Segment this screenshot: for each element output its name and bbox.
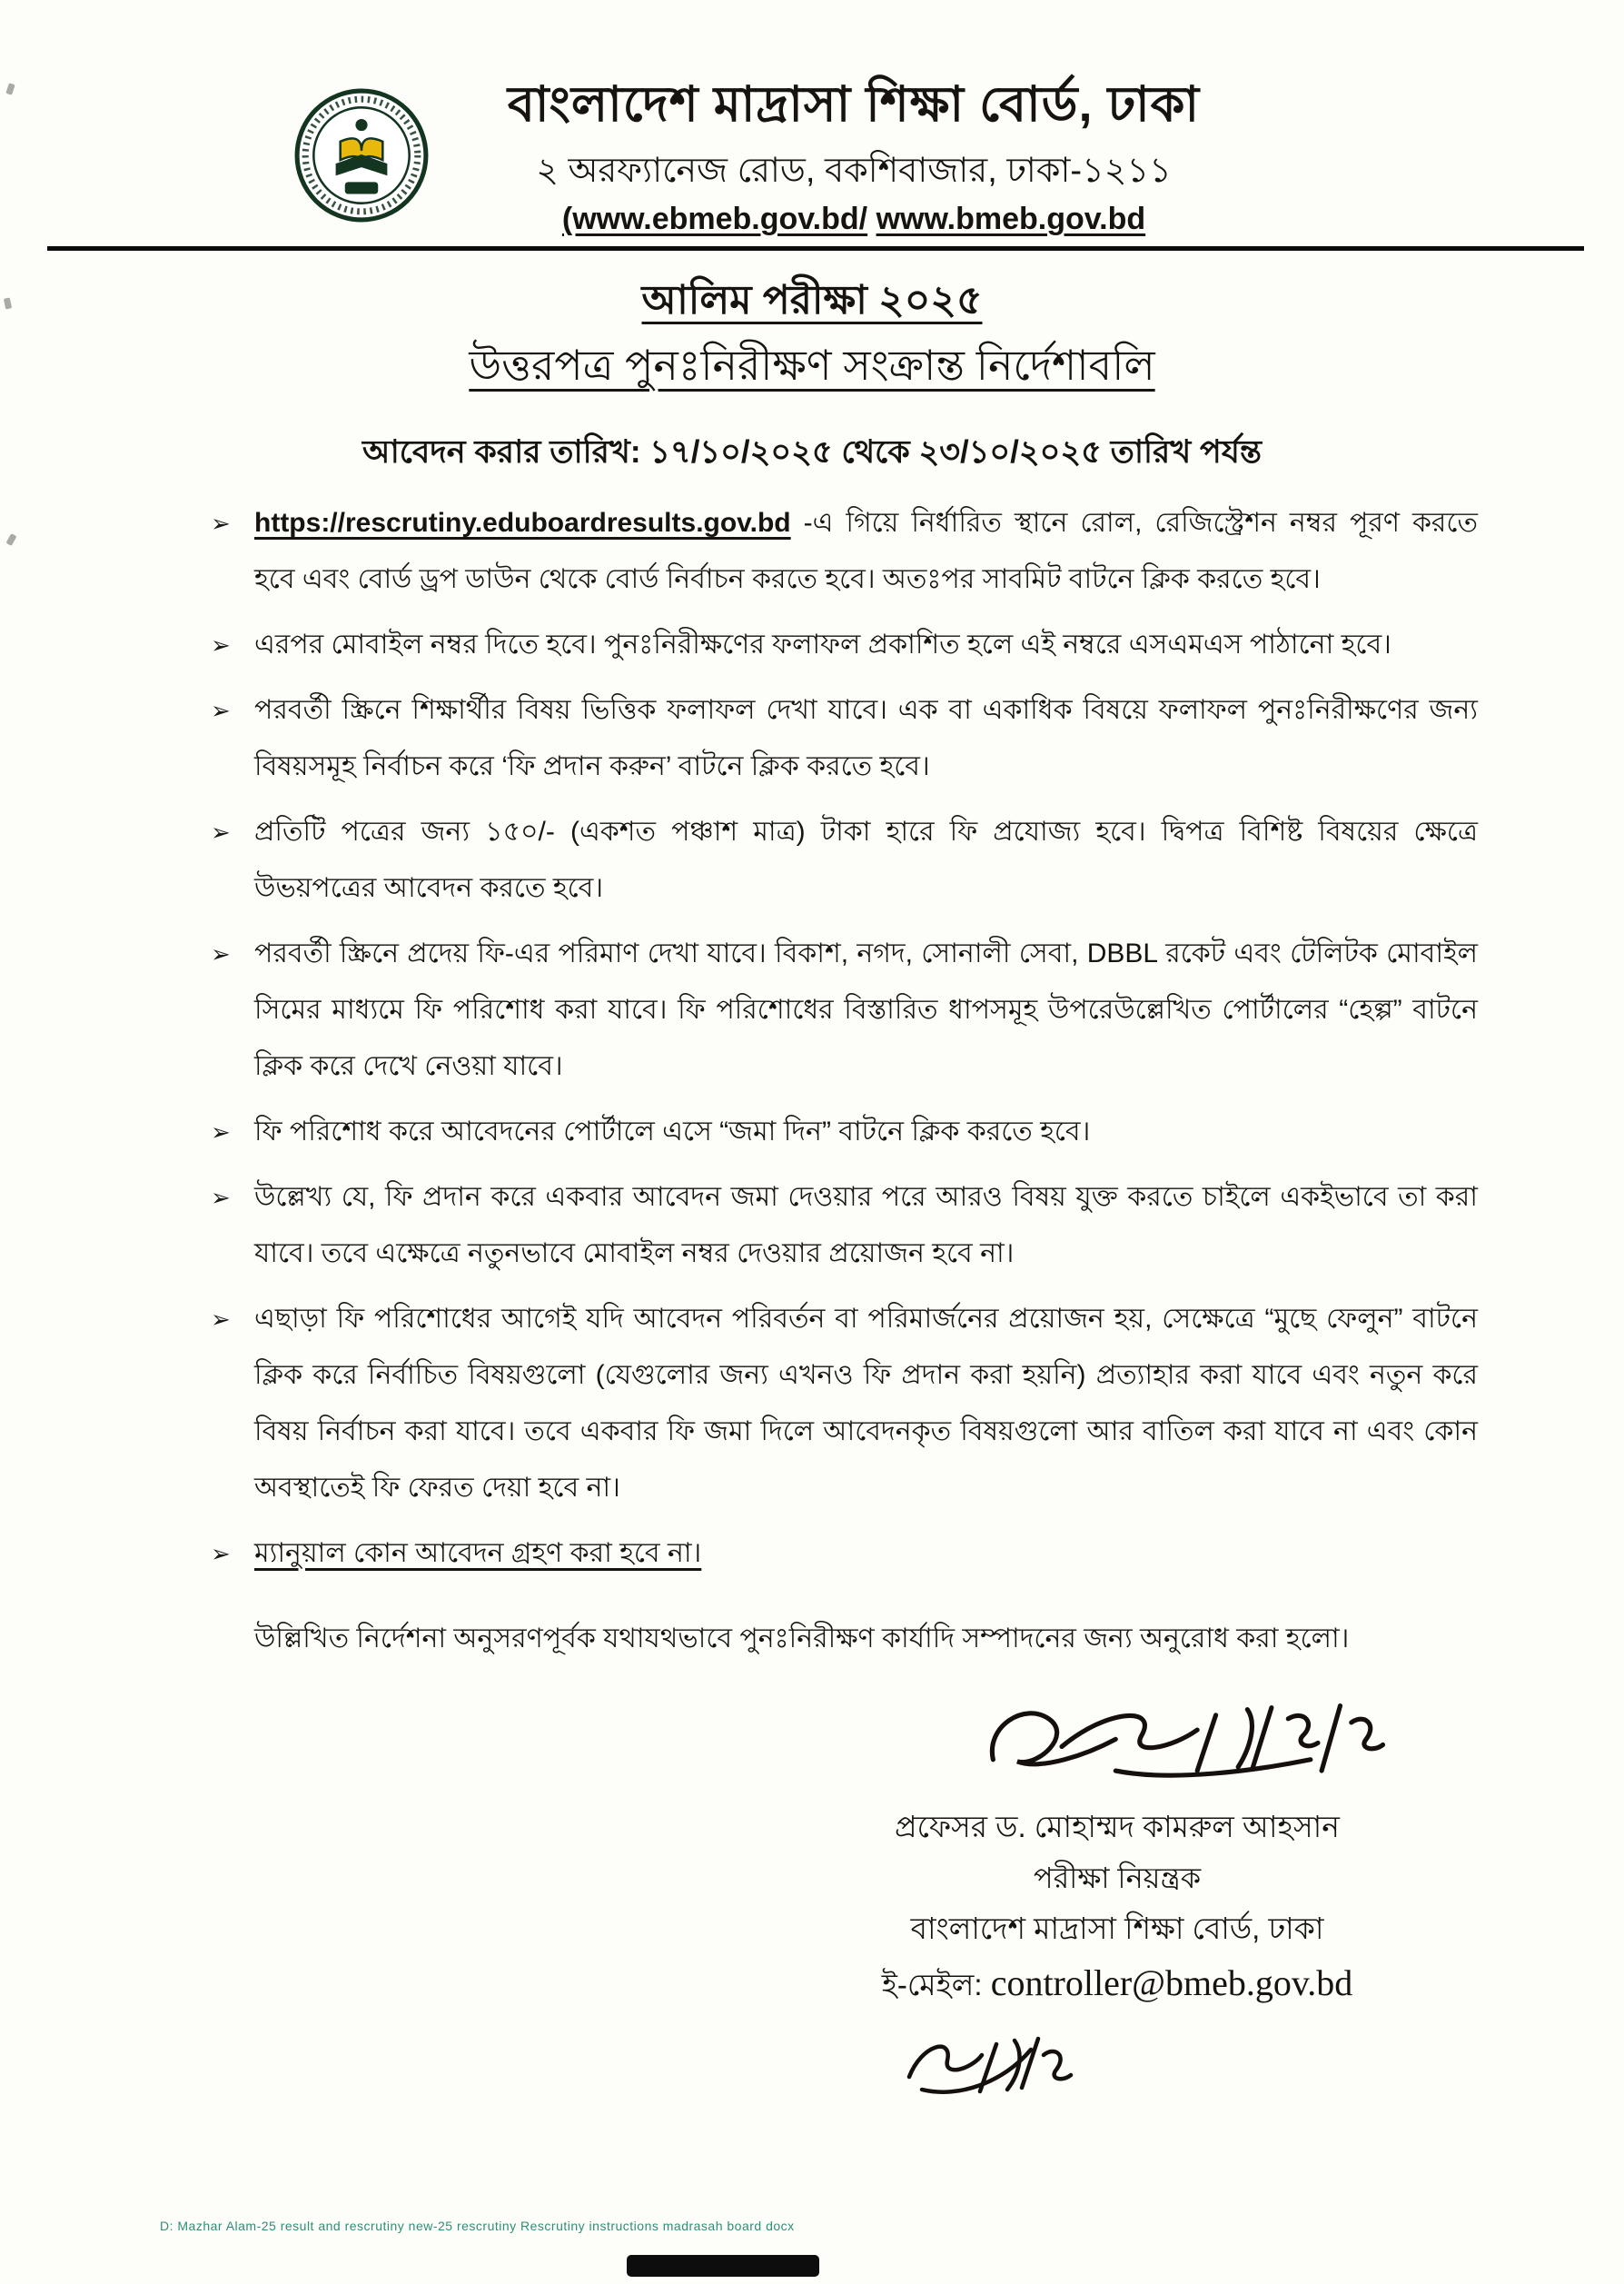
- application-date-range: আবেদন করার তারিখ: ১৭/১০/২০২৫ থেকে ২৩/১০/২০২৫ তারিখ পর্যন্ত: [361, 434, 1263, 470]
- arrow-bullet-icon: ➢: [211, 631, 231, 659]
- scan-artifact-bar: [627, 2255, 819, 2277]
- instruction-item-3: [211, 682, 1478, 795]
- instruction-text: [254, 495, 1478, 608]
- instruction-text: ম্যানুয়াল কোন আবেদন গ্রহণ করা হবে না।: [254, 1538, 702, 1568]
- document-filename-note: D: Mazhar Alam-25 result and rescrutiny new-25 rescrutiny Rescrutiny instructions madrasah board docx: [160, 2219, 795, 2233]
- rescrutiny-portal-link[interactable]: https://rescrutiny.eduboardresults.gov.bd: [254, 508, 791, 538]
- notice-subtitle: [0, 336, 1624, 394]
- instruction-item-4: [211, 804, 1478, 917]
- org-websites: [381, 202, 1326, 237]
- instruction-item-1: [211, 495, 1478, 608]
- instruction-text: প্রতিটি পত্রের জন্য ১৫০/- (একশত পঞ্চাশ মাত্র) টাকা হারে ফি প্রযোজ্য হবে। দ্বিপত্র বিশিষ্ট বিষয়ের ক্ষেত্রে উভয়পত্রের আবেদন করতে হবে।: [254, 817, 1478, 903]
- closing-note: উল্লিখিত নির্দেশনা অনুসরণপূর্বক যথাযথভাবে পুনঃনিরীক্ষণ কার্যাদি সম্পাদনের জন্য অনুরোধ করা হলো।: [254, 1624, 1350, 1653]
- scan-artifact: [5, 533, 16, 546]
- header-divider: [47, 246, 1584, 251]
- instruction-text-rest: -এ গিয়ে নির্ধারিত স্থানে রোল, রেজিস্ট্রেশন নম্বর পূরণ করতে হবে এবং বোর্ড ড্রপ ডাউন থেকে বোর্ড নির্বাচন করতে হবে। অতঃপর সাবমিট বাটনে ক্লিক করতে হবে।: [254, 508, 1478, 594]
- instruction-item-8: [211, 1291, 1478, 1516]
- email-address[interactable]: controller@bmeb.gov.bd: [990, 1962, 1353, 2003]
- scan-artifact: [5, 83, 15, 95]
- instruction-text: এছাড়া ফি পরিশোধের আগেই যদি আবেদন পরিবর্তন বা পরিমার্জনের প্রয়োজন হয়, সেক্ষেত্রে “মুছে ফেলুন” বাটনে ক্লিক করে নির্বাচিত বিষয়গুলো (যেগুলোর জন্য এখনও ফি প্রদান করা হয়নি) প্রত্যাহার করা যাবে এবং নতুন করে বিষয় নির্বাচন করা যাবে। তবে একবার ফি জমা দিলে আবেদনকৃত বিষয়গুলো আর বাতিল করা যাবে না এবং কোন অবস্থাতেই ফি ফেরত দেয়া হবে না।: [254, 1304, 1478, 1503]
- notice-body: [211, 495, 1478, 1665]
- arrow-bullet-icon: ➢: [211, 1118, 231, 1146]
- signatory-designation: পরীক্ষা নিয়ন্ত্রক: [1033, 1862, 1202, 1894]
- arrow-bullet-icon: ➢: [211, 510, 231, 537]
- initials-scribble: [895, 2019, 1076, 2110]
- org-address: ২ অরফ্যানেজ রোড, বকশিবাজার, ঢাকা-১২১১: [536, 152, 1172, 190]
- email-label: ই-মেইল:: [881, 1968, 991, 2001]
- org-name: বাংলাদেশ মাদ্রাসা শিক্ষা বোর্ড, ঢাকা: [507, 77, 1201, 132]
- signatory-organization: বাংলাদেশ মাদ্রাসা শিক্ষা বোর্ড, ঢাকা: [910, 1912, 1324, 1945]
- website-link-ebmeb[interactable]: (www.ebmeb.gov.bd/: [561, 202, 868, 236]
- instruction-item-5: [211, 926, 1478, 1095]
- signature-block: [845, 1803, 1390, 2011]
- instruction-text: ফি পরিশোধ করে আবেদনের পোর্টালে এসে “জমা দিন” বাটনে ক্লিক করতে হবে।: [254, 1117, 1091, 1147]
- arrow-bullet-icon: ➢: [211, 697, 231, 724]
- instruction-list: [211, 495, 1478, 1582]
- notice-titles: [0, 273, 1624, 481]
- instruction-text: উল্লেখ্য যে, ফি প্রদান করে একবার আবেদন জমা দেওয়ার পরে আরও বিষয় যুক্ত করতে চাইলে একইভাবে তা করা যাবে। তবে এক্ষেত্রে নতুনভাবে মোবাইল নম্বর দেওয়ার প্রয়োজন হবে না।: [254, 1182, 1478, 1268]
- instruction-item-6: [211, 1104, 1478, 1160]
- instruction-item-7: [211, 1169, 1478, 1282]
- arrow-bullet-icon: ➢: [211, 940, 231, 968]
- instruction-text: পরবর্তী স্ক্রিনে শিক্ষার্থীর বিষয় ভিত্তিক ফলাফল দেখা যাবে। এক বা একাধিক বিষয়ে ফলাফল পুনঃনিরীক্ষণের জন্য বিষয়সমূহ নির্বাচন করে ‘ফি প্রদান করুন’ বাটনে ক্লিক করতে হবে।: [254, 695, 1478, 781]
- instruction-text: এরপর মোবাইল নম্বর দিতে হবে। পুনঃনিরীক্ষণের ফলাফল প্রকাশিত হলে এই নম্বরে এসএমএস পাঠানো হবে।: [254, 630, 1391, 660]
- website-link-bmeb[interactable]: www.bmeb.gov.bd: [876, 202, 1146, 236]
- instruction-item-2: [211, 617, 1478, 673]
- signatory-email-line: [845, 1958, 1390, 2011]
- instruction-item-9: [211, 1525, 1478, 1582]
- document-header: [381, 73, 1326, 237]
- signature-scribble: [976, 1681, 1403, 1812]
- arrow-bullet-icon: ➢: [211, 819, 231, 846]
- arrow-bullet-icon: ➢: [211, 1306, 231, 1333]
- exam-title: আলিম পরীক্ষা ২০২৫: [641, 278, 983, 323]
- notice-subtitle-text: উত্তরপত্র পুনঃনিরীক্ষণ সংক্রান্ত নির্দেশাবলি: [469, 342, 1155, 389]
- arrow-bullet-icon: ➢: [211, 1184, 231, 1211]
- instruction-text: পরবর্তী স্ক্রিনে প্রদেয় ফি-এর পরিমাণ দেখা যাবে। বিকাশ, নগদ, সোনালী সেবা, DBBL রকেট এবং টেলিটক মোবাইল সিমের মাধ্যমে ফি পরিশোধ করা যাবে। ফি পরিশোধের বিস্তারিত ধাপসমূহ উপরেউল্লেখিত পোর্টালের “হেল্প” বাটনে ক্লিক করে দেখে নেওয়া যাবে।: [254, 938, 1478, 1081]
- signatory-name: প্রফেসর ড. মোহাম্মদ কামরুল আহসান: [895, 1810, 1340, 1843]
- arrow-bullet-icon: ➢: [211, 1540, 231, 1567]
